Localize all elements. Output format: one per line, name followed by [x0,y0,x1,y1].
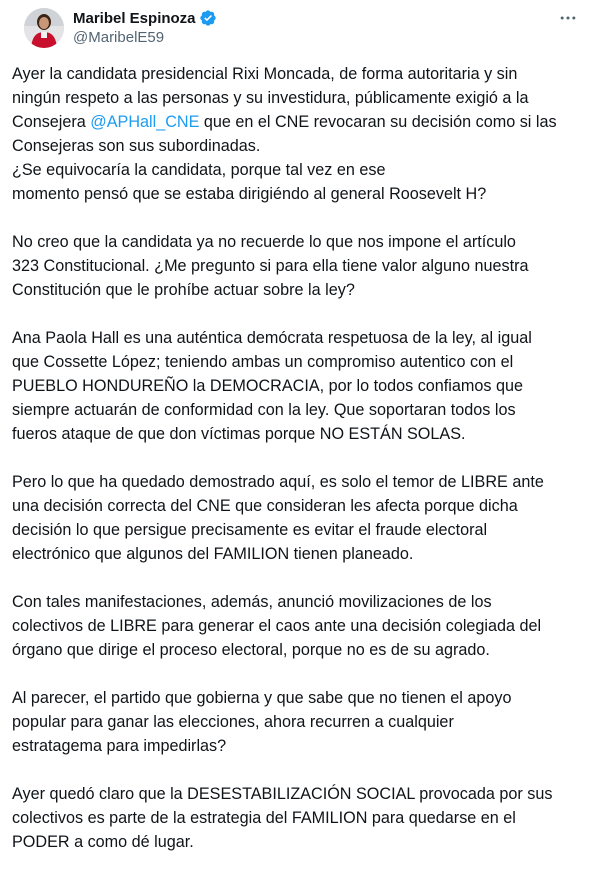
author-handle[interactable]: @MaribelE59 [73,29,165,46]
tweet-text-line: siempre actuarán de conformidad con la ley. Que soportaran todos los [12,401,516,419]
tweet-text-line [12,110,584,134]
verified-badge-icon [199,9,217,27]
text-fragment: Consejera [12,113,91,131]
tweet-text-line: Ayer la candidata presidencial Rixi Moncada, de forma autoritaria y sin [12,65,518,83]
tweet-text-line: colectivos es parte de la estrategia del FAMILION para quedarse en el [12,809,516,827]
text-fragment: que en el CNE revocaran su decisión como si las [199,113,557,131]
tweet-text-line: ningún respeto a las personas y su investidura, públicamente exigió a la [12,89,529,107]
avatar[interactable] [24,8,64,48]
tweet-text-line: Consejeras son sus subordinadas. [12,137,261,155]
tweet-text-line: Ana Paola Hall es una auténtica demócrata respetuosa de la ley, al igual [12,329,532,347]
tweet-text-line: colectivos de LIBRE para generar el caos ante una decisión colegiada del [12,617,542,635]
tweet-text [12,62,584,878]
author-display-name[interactable]: Maribel Espinoza [73,9,196,27]
tweet-text-line: decisión lo que persigue precisamente es evitar el fraude electoral [12,521,488,539]
tweet-paragraph [12,326,584,446]
tweet-text-line: Al parecer, el partido que gobierna y que sabe que no tienen el apoyo [12,689,512,707]
tweet-paragraph [12,470,584,566]
more-options-button[interactable] [554,6,582,30]
tweet-text-line: que Cossette López; teniendo ambas un compromiso autentico con el [12,353,514,371]
tweet-text-line: momento pensó que se estaba dirigiéndo al general Roosevelt H? [12,185,487,203]
tweet-paragraph [12,590,584,662]
tweet-text-line: popular para ganar las elecciones, ahora recurren a cualquier [12,713,454,731]
tweet-text-line: PODER a como dé lugar. [12,833,194,851]
more-options-icon [558,8,578,28]
tweet-text-line: estratagema para impedirlas? [12,737,227,755]
author-block [73,8,217,46]
avatar-image [24,8,64,48]
tweet-paragraph [12,782,584,854]
tweet-text-line: electrónico que algunos del FAMILION tienen planeado. [12,545,414,563]
tweet-text-line: Con tales manifestaciones, además, anunció movilizaciones de los [12,593,492,611]
tweet-paragraph [12,686,584,758]
tweet-text-line: una decisión correcta del CNE que consideran les afecta porque dicha [12,497,518,515]
tweet-text-line: Constitución que le prohíbe actuar sobre la ley? [12,281,355,299]
tweet-text-line: ¿Se equivocaría la candidata, porque tal vez en ese [12,161,386,179]
tweet-text-line: No creo que la candidata ya no recuerde lo que nos impone el artículo [12,233,516,251]
tweet-text-line: Pero lo que ha quedado demostrado aquí, es solo el temor de LIBRE ante [12,473,544,491]
tweet-paragraph [12,230,584,302]
tweet-text-line: 323 Constitucional. ¿Me pregunto si para ella tiene valor alguno nuestra [12,257,529,275]
tweet-paragraph [12,62,584,206]
tweet-text-line: órgano que dirige el proceso electoral, porque no es de su agrado. [12,641,490,659]
mention-link[interactable]: @APHall_CNE [90,113,200,131]
author-name-row [73,8,217,28]
tweet-header [12,0,596,60]
tweet-text-line: fueros ataque de que don víctimas porque NO ESTÁN SOLAS. [12,425,466,443]
tweet-text-line: Ayer quedó claro que la DESESTABILIZACIÓN SOCIAL provocada por sus [12,785,553,803]
tweet-text-line: PUEBLO HONDUREÑO la DEMOCRACIA, por lo todos confiamos que [12,377,523,395]
